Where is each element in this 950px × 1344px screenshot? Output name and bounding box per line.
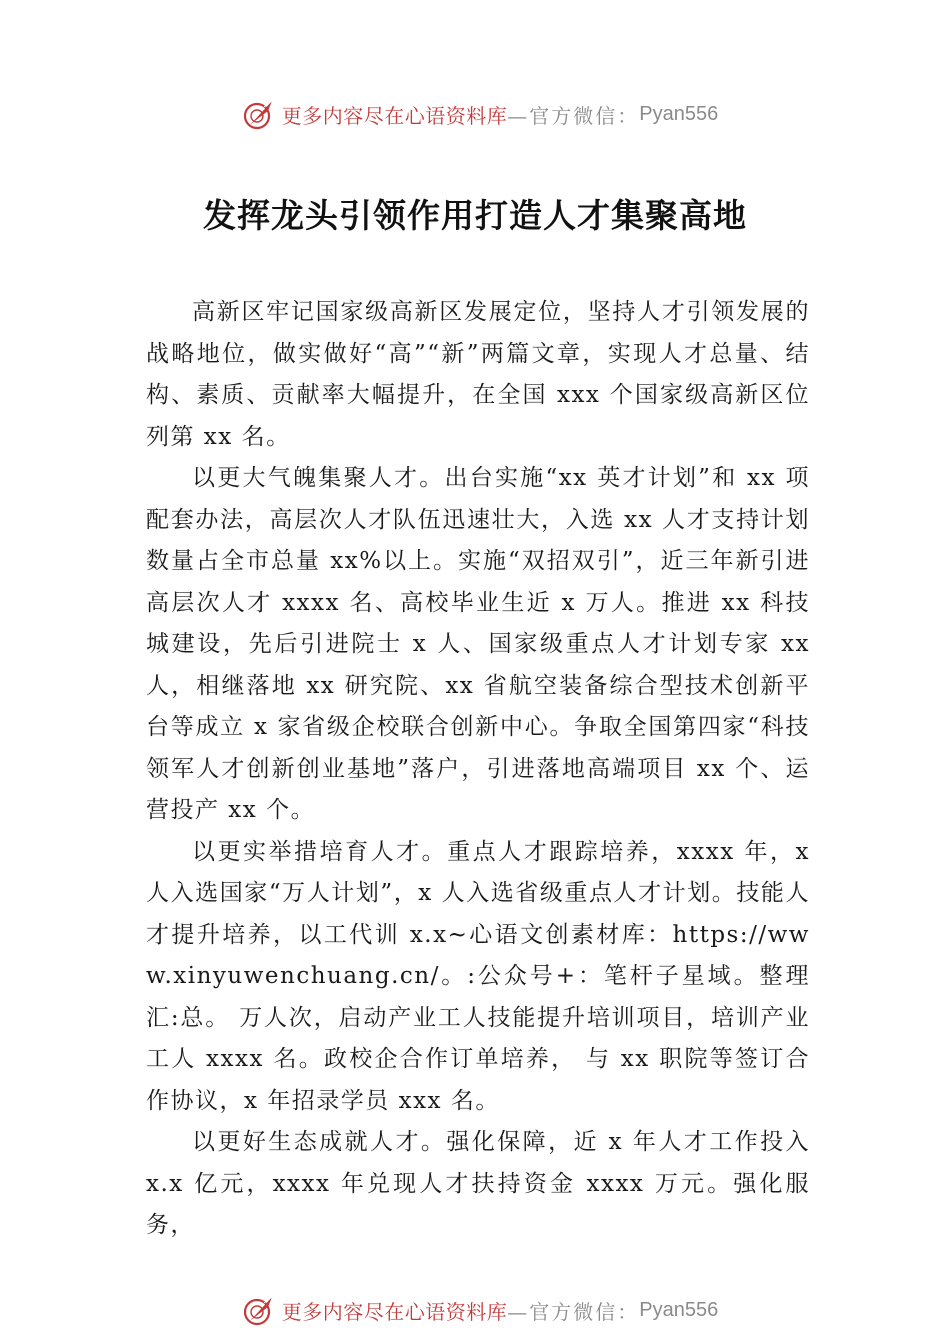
watermark-library-text: 更多内容尽在心语资料库 <box>281 1299 508 1324</box>
watermark-dash-text: —官方微信： <box>507 103 640 128</box>
quill-logo-icon <box>242 97 276 131</box>
paragraph-gather-talent: 以更大气魄集聚人才。出台实施“xx 英才计划”和 xx 项配套办法，高层次人才队伍迅速壮大，入选 xx 人才支持计划数量占全市总量 xx%以上。实施“双招双引”，近三年新引进高层次人才 xxxx 名、高校毕业生近 x 万人。推进 xx 科技城建设，先后引进院士 x 人、国家级重点人才计划专家 xx 人，相继落地 xx 研究院、xx 省航空装备综合型技术创新平台等成立 x 家省级企校联合创新中心。争取全国第四家“科技领军人才创新创业基地”落户，引进落地高端项目 xx 个、运营投产 xx 个。 <box>146 465 810 823</box>
watermark-library-text: 更多内容尽在心语资料库 <box>281 103 508 128</box>
document-title: 发挥龙头引领作用打造人才集聚高地 <box>203 196 747 235</box>
paragraph-intro: 高新区牢记国家级高新区发展定位，坚持人才引领发展的战略地位，做实做好“高”“新”两篇文章，实现人才总量、结构、素质、贡献率大幅提升，在全国 xxx 个国家级高新区位列第 xx 名。 <box>146 299 810 450</box>
footer-watermark-banner <box>0 1290 950 1330</box>
watermark-content <box>242 1293 718 1327</box>
header-watermark-banner <box>0 94 950 134</box>
paragraph-cultivate-talent: 以更实举措培育人才。重点人才跟踪培养，xxxx 年，x 人入选国家“万人计划”，x 人入选省级重点人才计划。技能人才提升培养，以工代训 x.x~心语文创素材库：https://www.xinyuwenchuang.cn/。:公众号+：笔杆子星域。整理汇:总。 万人次，启动产业工人技能提升培训项目，培训产业工人 xxxx 名。政校企合作订单培养， 与 xx 职院等签订合作协议，x 年招录学员 xxx 名。 <box>146 838 810 1114</box>
watermark-wechat-id: Pyan556 <box>639 102 719 125</box>
watermark-content <box>242 97 718 131</box>
watermark-wechat-id: Pyan556 <box>639 1298 719 1321</box>
paragraph-ecology-talent: 以更好生态成就人才。强化保障，近 x 年人才工作投入 x.x 亿元，xxxx 年兑现人才扶持资金 xxxx 万元。强化服务， <box>146 1129 810 1238</box>
document-body <box>146 292 810 1247</box>
quill-logo-icon <box>242 1293 276 1327</box>
watermark-dash-text: —官方微信： <box>507 1299 640 1324</box>
